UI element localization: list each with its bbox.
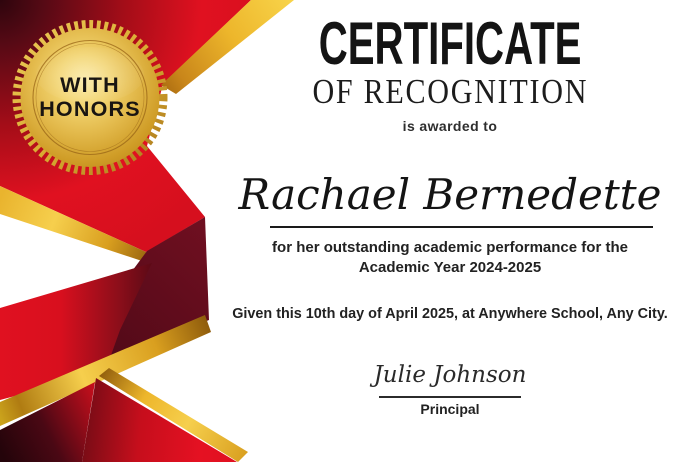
awarded-to-label: is awarded to [402,118,498,134]
description-line1: for her outstanding academic performance for the [272,239,628,256]
ribbon-bottom-band [82,378,237,462]
signature-line [379,396,521,398]
certificate-body [227,0,673,462]
certificate-subtitle-text: OF RECOGNITION [312,72,588,111]
certificate-title-text: CERTIFICATE [318,10,582,77]
issued-statement: Given this 10th day of April 2025, at Anywhere School, Any City. [232,306,668,322]
seal-text-line1: WITH [60,73,120,97]
signature-role: Principal [420,401,480,417]
signature-name: Julie Johnson [373,362,527,388]
recipient-name: Rachael Bernedette [238,170,662,219]
certificate-subtitle [227,74,673,110]
description-line2: Academic Year 2024-2025 [358,259,542,276]
seal-text-line2: HONORS [39,97,141,121]
honors-seal [8,17,169,178]
recipient-underline [270,226,653,228]
certificate-title [227,10,673,77]
description-text [227,238,673,278]
